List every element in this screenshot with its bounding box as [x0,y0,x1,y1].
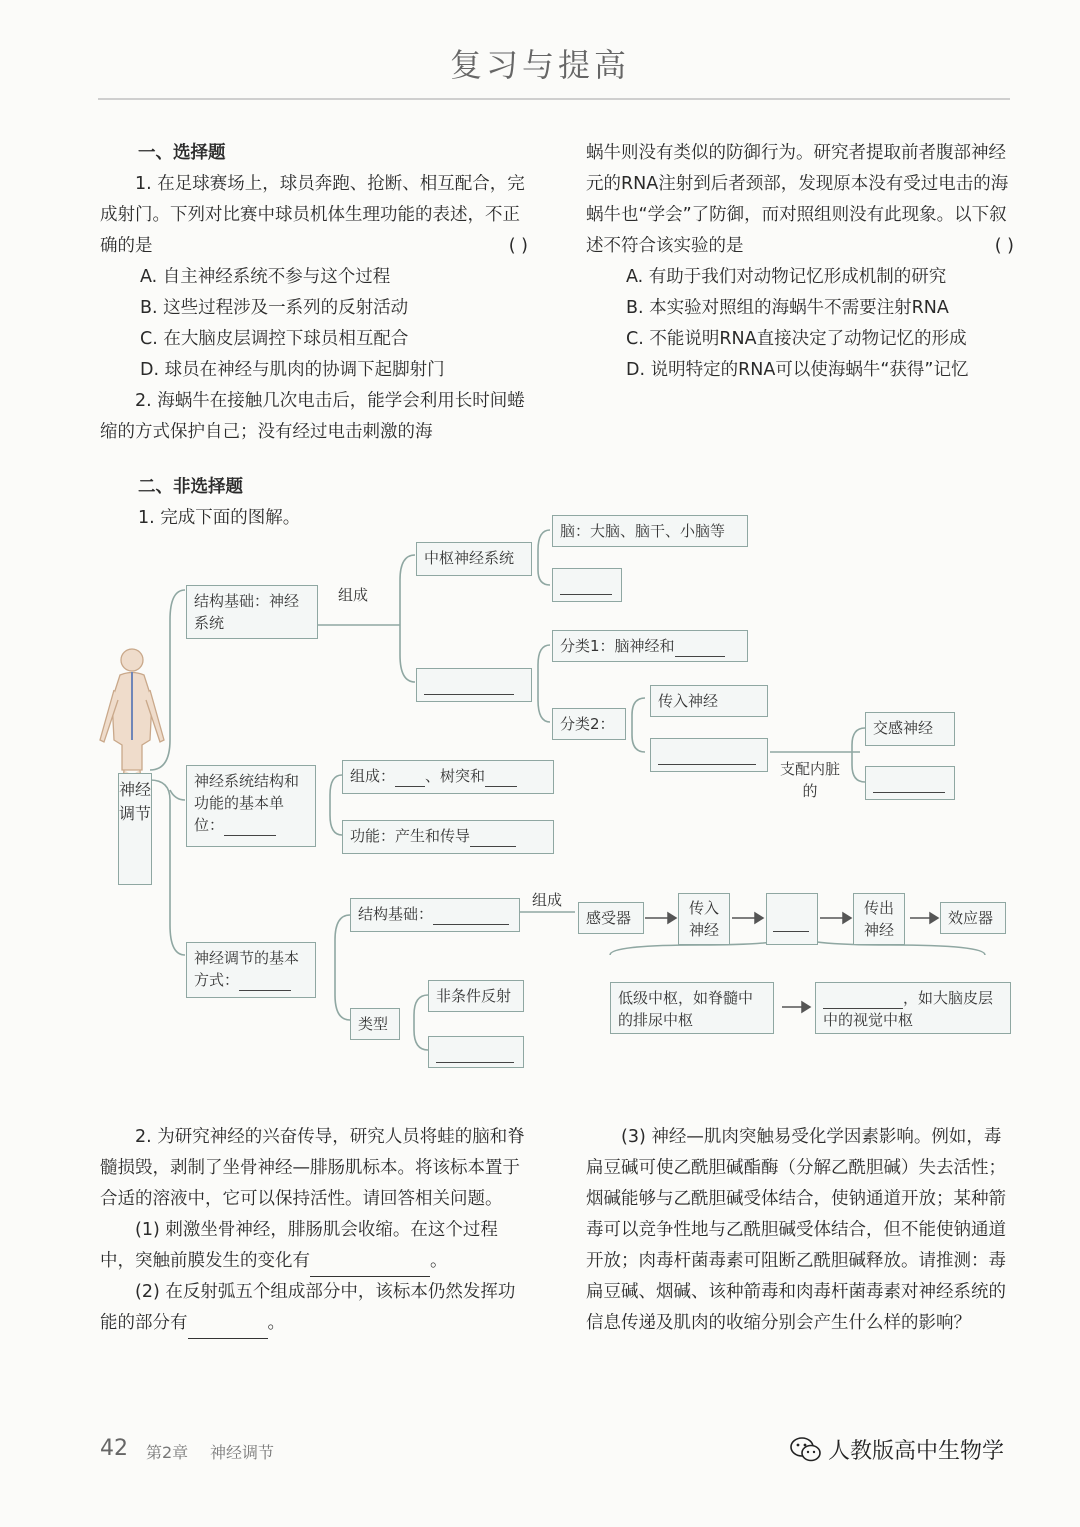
q2-part2-blank[interactable] [188,1318,268,1339]
efferent-blank [658,748,756,765]
s2-q1-text: 1. 完成下面的图解。 [138,508,301,528]
struct-basis-box: 结构基础：神经系统 [186,585,318,639]
mode-box: 神经调节的基本方式： [186,942,316,998]
root-brace-top [150,590,185,770]
q1-option-a: A. 自主神经系统不参与这个过程 [140,267,391,287]
type-box: 类型 [350,1008,400,1040]
sympathetic-box: 交感神经 [865,712,955,746]
s2-q2-stem: 2. 为研究神经的兴奋传导，研究人员将蛙的脑和脊髓损毁，剥制了坐骨神经—腓肠肌标本。将该标本置于合适的溶液中，它可以保持活性。请回答相关问题。 [100,1127,525,1209]
receptor-box: 感受器 [578,902,644,934]
q2-option-d: D. 说明特定的RNA可以使海蜗牛“获得”记忆 [626,360,969,380]
brace-pns [538,645,550,722]
s2-q2-part1: (1) 刺激坐骨神经，腓肠肌会收缩。在这个过程中，突触前膜发生的变化有 。 [100,1215,528,1277]
unit-blank [224,819,276,836]
spinal-blank-box [552,568,622,602]
wechat-icon [790,1436,822,1464]
q2-paren: ( ) [994,236,1014,256]
brace-class2 [632,698,645,752]
root-brace-mid [170,790,185,800]
pns-blank-box [416,668,532,702]
brace-unit [330,775,342,835]
q1-stem: 1. 在足球赛场上，球员奔跑、抢断、相互配合，完成射门。下列对比赛中球员机体生理功能的表述，不正确的是 ( ) [100,169,528,262]
left-column-bottom [100,1122,528,1339]
q2-part1-blank[interactable] [310,1256,430,1277]
section1-heading: 一、选择题 [138,143,226,163]
low-center-box: 低级中枢，如脊髓中的排尿中枢 [610,982,774,1034]
pns-blank [424,678,514,695]
basis-box: 结构基础： [350,898,520,932]
root-brace-bottom [150,780,185,955]
q1-paren: ( ) [508,236,528,256]
brace-type [414,995,428,1050]
unit-comp-blank-2 [485,770,517,787]
s2-q2-part2: (2) 在反射弧五个组成部分中，该标本仍然发挥功能的部分有 。 [100,1277,528,1339]
parasym-blank [873,776,945,793]
center-blank-box [766,893,818,945]
class1-box: 分类1：脑神经和 [552,630,748,662]
compose2-label: 组成 [532,891,563,909]
compose-label: 组成 [338,586,369,604]
q2-option-a: A. 有助于我们对动物记忆形成机制的研究 [626,267,947,287]
basis-blank [433,908,509,925]
cond-blank [436,1046,514,1063]
unit-comp-blank-1 [395,770,425,787]
brace-cns-pns [400,555,415,682]
brain-box: 脑：大脑、脑干、小脑等 [552,515,748,547]
efferent-blank-box [650,738,768,772]
root-box: 神经调节 [118,773,152,885]
page-number: 42 [100,1436,128,1461]
q2-stem-part-a: 2. 海蜗牛在接触几次电击后，能学会利用长时间蜷缩的方式保护自己；没有经过电击刺激的海 [100,391,525,442]
high-center-box: ，如大脑皮层中的视觉中枢 [815,982,1011,1034]
class1-blank [675,640,725,657]
unit-func-box: 功能：产生和传导 [342,820,554,854]
watermark-text: 人教版高中生物学 [828,1439,1005,1464]
high-center-blank [823,992,903,1009]
page-title: 复习与提高 [449,46,630,84]
afferent-box: 传入神经 [650,685,768,717]
control-viscera-label: 支配内脏的 [780,760,841,800]
q1-option-b: B. 这些过程涉及一系列的反射活动 [140,298,409,318]
spinal-blank [560,578,612,595]
brace-cns [538,530,550,585]
section2-heading: 二、非选择题 [138,477,243,497]
parasym-blank-box [865,766,955,800]
class2-box: 分类2： [552,708,626,740]
right-column-bottom [586,1122,1014,1339]
q2-option-c: C. 不能说明RNA直接决定了动物记忆的形成 [626,329,967,349]
q1-option-c: C. 在大脑皮层调控下球员相互配合 [140,329,409,349]
s2-q2-part3: (3) 神经—肌肉突触易受化学因素影响。例如，毒扁豆碱可使乙酰胆碱酯酶（分解乙酰胆碱）失去活性；烟碱能够与乙酰胆碱受体结合，使钠通道开放；某种箭毒可以竞争性地与乙酰胆碱受体结合，但不能使钠通道开放；肉毒杆菌毒素可阻断乙酰胆碱释放。请推测：毒扁豆碱、烟碱、该种箭毒和肉毒杆菌毒素对神经系统的信息传递及肌肉的收缩分别会产生什么样的影响？ [586,1127,1006,1333]
footer-topic: 神经调节 [210,1443,275,1462]
unit-comp-box: 组成： 、树突和 [342,760,554,794]
brace-autonomic [852,728,865,782]
brace-mode [335,915,350,1020]
cond-blank-box [428,1036,524,1068]
effector-box: 效应器 [940,902,1006,934]
cns-box: 中枢神经系统 [416,542,532,576]
unit-box: 神经系统结构和功能的基本单位： [186,765,316,847]
footer-chapter: 第2章 [146,1443,189,1462]
mode-blank [239,974,291,991]
center-blank [773,915,809,932]
efferent2-box: 传出神经 [853,893,905,945]
unit-func-blank [470,830,516,847]
q2-stem-part-b: 蜗牛则没有类似的防御行为。研究者提取前者腹部神经元的RNA注射到后者颈部，发现原本没有受过电击的海蜗牛也“学会”了防御，而对照组则没有此现象。以下叙述不符合该实验的是 ( ) [586,138,1014,262]
uncond-box: 非条件反射 [428,980,524,1012]
q2-option-b: B. 本实验对照组的海蜗牛不需要注射RNA [626,298,949,318]
q1-option-d: D. 球员在神经与肌肉的协调下起脚射门 [140,360,445,380]
afferent2-box: 传入神经 [678,893,730,945]
